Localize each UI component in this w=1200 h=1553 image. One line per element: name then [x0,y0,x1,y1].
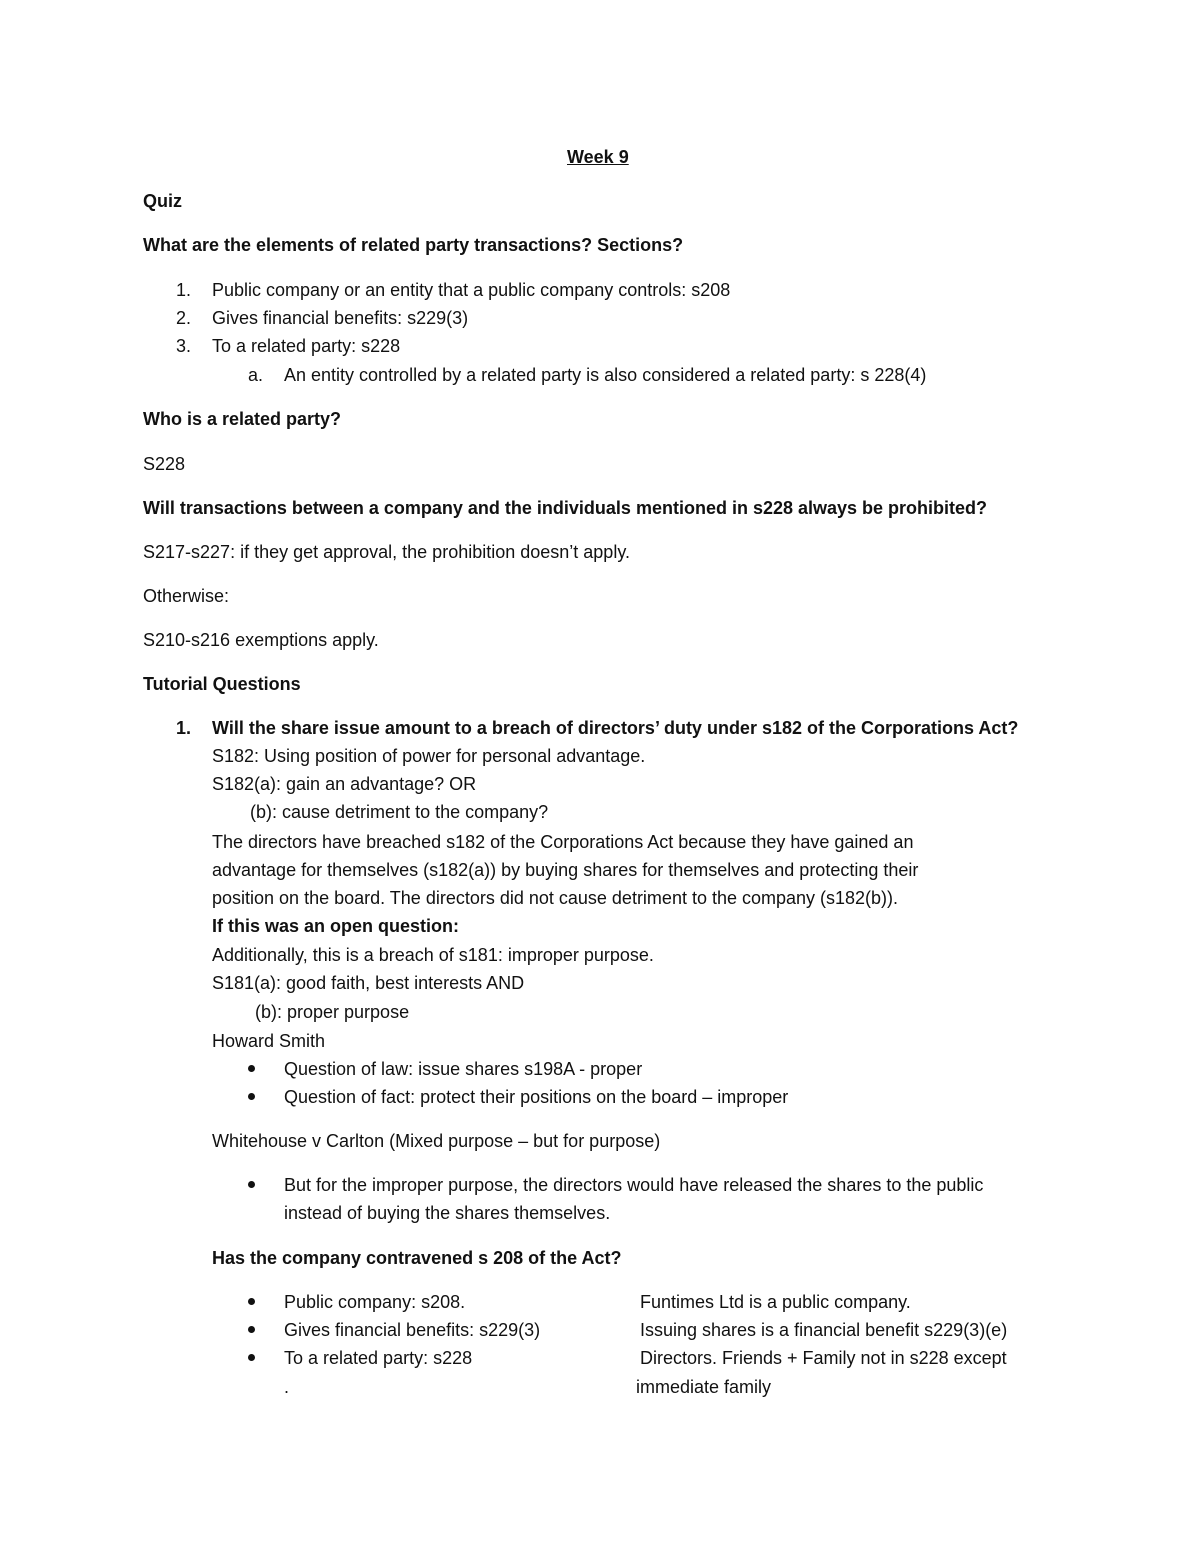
answer-line: (b): cause detriment to the company? [250,802,549,822]
table-right-cell: Directors. Friends + Family not in s228 except [640,1348,1007,1368]
table-left-cell: . [284,1377,290,1397]
case-reference: Whitehouse v Carlton (Mixed purpose – but for purpose) [212,1131,661,1151]
list-item: Gives financial benefits: s229(3) [212,308,469,328]
tutorial-question-2: Has the company contravened s 208 of the Act? [212,1248,622,1268]
answer-line: Howard Smith [212,1031,326,1051]
bullet-icon [248,1298,255,1305]
answer-line: S182: Using position of power for personal advantage. [212,746,646,766]
answer-line: The directors have breached s182 of the Corporations Act because they have gained an [212,832,914,852]
list-item: Public company or an entity that a public company controls: s208 [212,280,731,300]
bullet-icon [248,1354,255,1361]
bullet-item: Question of law: issue shares s198A - proper [284,1059,643,1079]
list-number: 2. [176,308,192,328]
bullet-item: Question of fact: protect their positions on the board – improper [284,1087,789,1107]
bullet-icon [248,1093,255,1100]
bullet-item-continued: instead of buying the shares themselves. [284,1203,611,1223]
quiz-heading: Quiz [143,191,182,211]
quiz-question-2: Who is a related party? [143,409,342,429]
quiz-answer-3-line-2: Otherwise: [143,586,230,606]
table-left-cell: Public company: s208. [284,1292,466,1312]
table-left-cell: Gives financial benefits: s229(3) [284,1320,541,1340]
quiz-answer-3-line-3: S210-s216 exemptions apply. [143,630,379,650]
tutorial-question-1: Will the share issue amount to a breach of directors’ duty under s182 of the Corporations Act? [212,718,1019,738]
sublist-letter: a. [248,365,264,385]
bullet-icon [248,1065,255,1072]
list-number: 1. [176,718,192,738]
sublist-item: An entity controlled by a related party is also considered a related party: s 228(4) [284,365,927,385]
quiz-question-3: Will transactions between a company and the individuals mentioned in s228 always be prohibited? [143,498,988,518]
table-right-cell: Issuing shares is a financial benefit s229(3)(e) [640,1320,1008,1340]
answer-line: Additionally, this is a breach of s181: improper purpose. [212,945,654,965]
quiz-answer-2: S228 [143,454,186,474]
table-right-cell: Funtimes Ltd is a public company. [640,1292,911,1312]
answer-line: position on the board. The directors did not cause detriment to the company (s182(b)). [212,888,899,908]
answer-line: S181(a): good faith, best interests AND [212,973,525,993]
quiz-answer-3-line-1: S217-s227: if they get approval, the prohibition doesn’t apply. [143,542,630,562]
answer-line: advantage for themselves (s182(a)) by buying shares for themselves and protecting their [212,860,919,880]
bullet-item: But for the improper purpose, the directors would have released the shares to the public [284,1175,984,1195]
quiz-question-1: What are the elements of related party transactions? Sections? [143,235,684,255]
bullet-icon [248,1326,255,1333]
table-left-cell: To a related party: s228 [284,1348,473,1368]
list-number: 3. [176,336,192,356]
list-item: To a related party: s228 [212,336,401,356]
page-title: Week 9 [567,147,629,167]
table-right-cell: immediate family [636,1377,772,1397]
answer-subheading: If this was an open question: [212,916,460,936]
tutorial-heading: Tutorial Questions [143,674,301,694]
bullet-icon [248,1181,255,1188]
answer-line: (b): proper purpose [255,1002,410,1022]
list-number: 1. [176,280,192,300]
answer-line: S182(a): gain an advantage? OR [212,774,477,794]
